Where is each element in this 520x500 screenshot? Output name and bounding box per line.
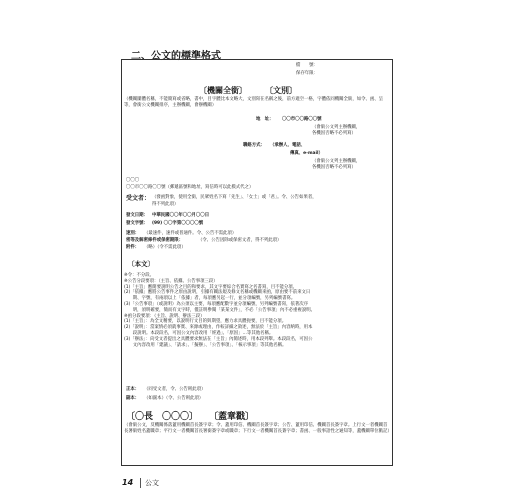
signature-title: 〔〇長 〇〇〇〕 bbox=[126, 412, 199, 422]
body-item: (3)「公告事項」（或說明）為公須以主要，每項應配數字並分項編號，另列編號書寫，依著次序 bbox=[124, 301, 309, 307]
contact-note-2: 各機因否略不必列寫） bbox=[312, 165, 356, 170]
speed-value: （最速件，速件或普通件。令、公告不需此項） bbox=[144, 231, 237, 236]
body-heading: 〔本文〕 bbox=[128, 260, 154, 268]
contact-label: 聯絡方式： bbox=[243, 143, 265, 148]
retention-label: 保存年限： bbox=[296, 71, 318, 76]
file-number-label: 檔 號： bbox=[296, 63, 318, 68]
address-label: 地 址： bbox=[256, 117, 274, 122]
body-item: (1)「主旨」應簡要說明公告之目的和要求，其文字要綜合名實寫之名書寫，目不能分項。 bbox=[124, 284, 298, 290]
agency-note-text: （機關團體名稱，不能簡寫或省略，書中，目字體比本文略大，文別寫在名稱之後，前方適空一格，字體依同機關全銜，如令、函、呈等，會銜公文機關排序，主辦機關，會辦機關） bbox=[124, 97, 384, 108]
addressee-address: 〇〇市〇〇路〇〇號（郵遞區號和地址，寫信時可以此模式代之） bbox=[126, 185, 254, 190]
secrecy-value: （令、公告因除或保密文者，得不列此項） bbox=[198, 238, 282, 243]
body-item: (2)「說明」：當案情必須就事實、來源或理由，作較詳細之敘述，無法於「主旨」內容納時，用本 bbox=[124, 325, 313, 331]
address-value: 〇〇市〇〇路〇〇號 bbox=[282, 117, 322, 122]
attachment-label: 附件： bbox=[126, 245, 140, 250]
copy-main-value: （同受文者，令、公告則此項） bbox=[144, 387, 206, 392]
addressee-name: 〇〇〇 bbox=[126, 178, 140, 183]
address-note-1: （會銜公文列主辦機關， bbox=[312, 125, 361, 130]
section-title: 二、公文的標準格式 bbox=[131, 51, 221, 62]
body-item: 文內容改用「建議」、「請求」、「擬辦」、「公告事項」、「核示事項」等其他名稱。 bbox=[124, 342, 287, 348]
speed-label: 速別： bbox=[126, 231, 140, 236]
body-item: ※公告分段要項：（主旨、依據、公告事項三段） bbox=[124, 278, 218, 284]
body-item: 期、字號，有兩項以上「依據」者，每項應另起一行，並分項編號，另列編號書寫。 bbox=[124, 296, 296, 302]
footer-divider bbox=[140, 478, 141, 488]
contact-fax: 傳真、e-mail） bbox=[290, 151, 323, 156]
page-number: 14 bbox=[122, 478, 134, 487]
issue-number-value: (99) 〇〇字第〇〇〇〇號 bbox=[152, 221, 204, 226]
issue-date-label: 發文日期： bbox=[126, 213, 148, 218]
contact-note-1: （會銜公文列主辦機關， bbox=[312, 159, 361, 164]
address-note-2: 各機因否略不必列寫） bbox=[312, 131, 356, 136]
body-item: ※函分段要項：（主旨、說明、辦法三段） bbox=[124, 313, 205, 319]
body-items bbox=[124, 273, 391, 348]
recipient-note-2: 得不列此項） bbox=[152, 202, 179, 207]
recipient-label: 受文者： bbox=[126, 195, 151, 202]
issue-number-label: 發文字號： bbox=[126, 221, 148, 226]
closing-note bbox=[124, 423, 391, 435]
secrecy-label: 密等及解密條件或保密期限： bbox=[126, 238, 184, 243]
book-title: 公文 bbox=[145, 479, 159, 487]
body-item: (1)「主旨」：為全文精要，以說明行文目的與期望，應力求具體扼要，目不能分項。 bbox=[124, 319, 287, 325]
body-item: 段說明。本段段名，可因公文內容改用「經過」、「原因」…等其他名稱。 bbox=[124, 330, 274, 336]
body-item: ※令：不分段。 bbox=[124, 273, 155, 278]
closing-note-text: （會銜公文，反機關係落蓋用機關首長簽字章；令、蓋用印信、機關首長簽字章；公告、蓋用印信、機關首長簽字章。上行文一者機關首長署銜姓名蓋職章；平行文一者機關首長署銜簽字章或職章；下行文一者機關首長簽字章；書函、一般事語性之通知等，蓋機關單位戳記） bbox=[124, 423, 392, 434]
copy-cc-label: 副本： bbox=[126, 396, 140, 401]
signature-seal: 〔蓋章戳〕 bbox=[209, 412, 255, 422]
copy-main-label: 正本： bbox=[126, 387, 140, 392]
document-type: 〔文別〕 bbox=[265, 85, 297, 95]
body-item: 明，須明確要，簡而有文字時，僅註明參閱「某某文件」，不必「公告事項」內不必重複說明。 bbox=[124, 307, 315, 313]
issue-date-value: 中華民國〇〇年〇〇月〇〇日 bbox=[152, 213, 210, 218]
body-item: (3)「辦法」：向受文者提出之具體要求無法在「主旨」內簡述時，用本段列舉。本段段名，可因公 bbox=[124, 336, 313, 342]
attachment-value: （略）（令不需此項） bbox=[144, 245, 186, 250]
recipient-note: （發函對象，使用全銜，民眾姓名下寫「先生」、「女士」或「君」。令、公告如果者， bbox=[152, 195, 317, 200]
agency-note bbox=[124, 97, 391, 109]
agency-name: 〔機關全銜〕 bbox=[199, 85, 247, 95]
copy-cc-value: （如副本）（令、公告則此項） bbox=[144, 396, 204, 401]
contact-value: （承辦人、電話、 bbox=[270, 143, 306, 148]
body-item: (2)「依據」應將公告事件之原由說明，引據有關法規及條文名稱或機關來函，原由要不前來文日 bbox=[124, 290, 311, 296]
